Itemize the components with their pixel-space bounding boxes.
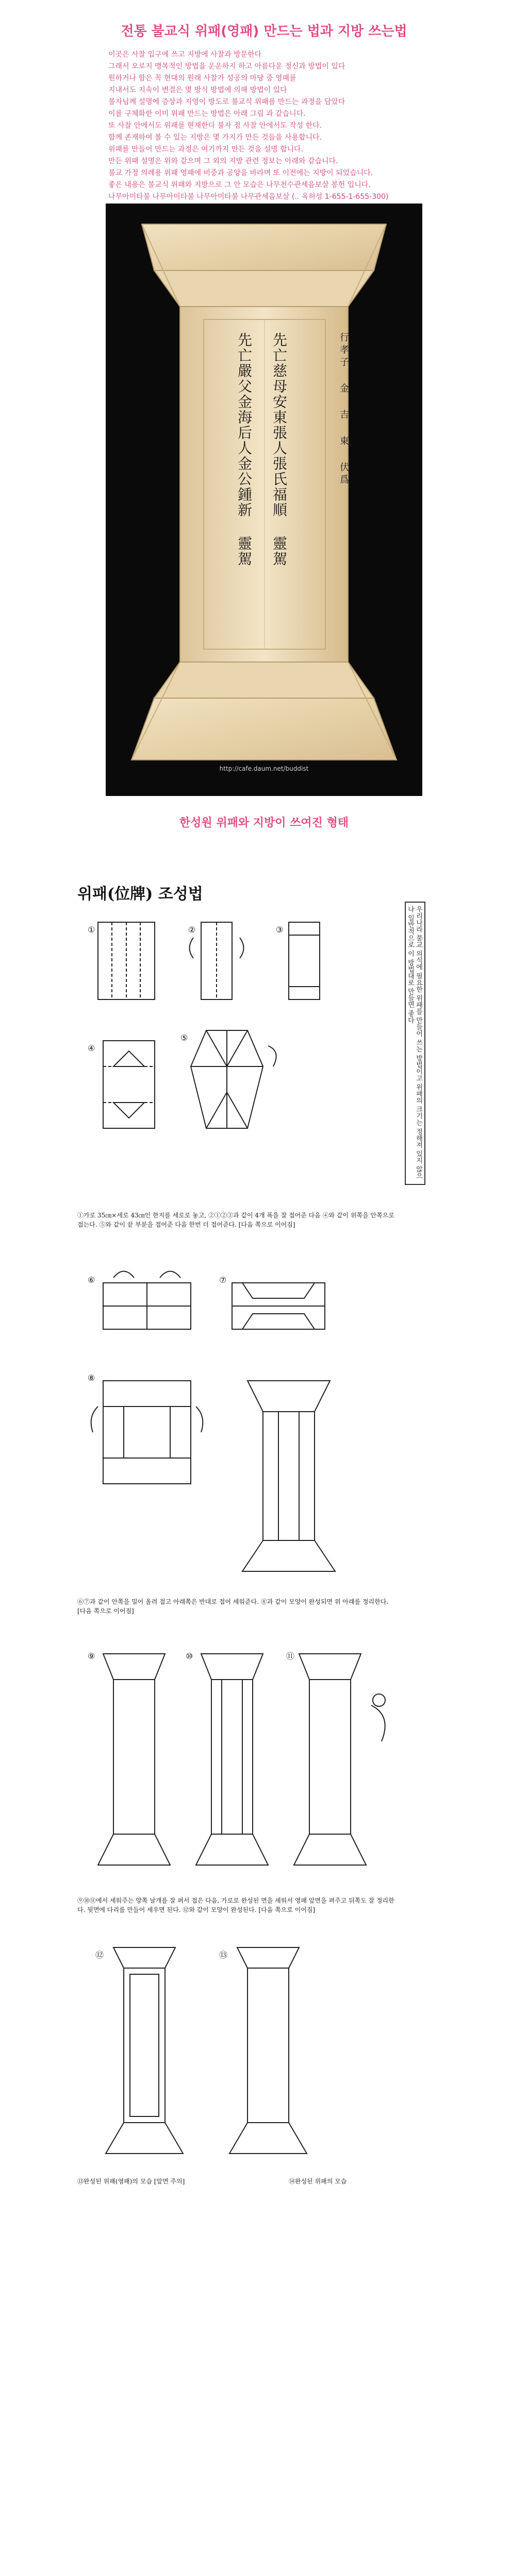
fig-label: ② (188, 925, 196, 935)
folding-step-4-text: ⑬완성된 위패(영패)의 모습 [앞면 주의] (77, 2178, 185, 2185)
fig-label: ⑬ (219, 1950, 228, 1960)
fig-label: ⑤ (180, 1033, 188, 1043)
fig-label: ③ (276, 925, 284, 935)
page-title: 전통 불교식 위패(영패) 만드는 법과 지방 쓰는법 (121, 24, 407, 39)
photo-url-caption: http://cafe.daum.net/buddist (219, 765, 309, 772)
fig-label: ① (88, 925, 95, 935)
plaque-right-main: 先亡慈母安東張人張氏福順 靈駕 (271, 332, 288, 567)
fig-label: ⑦ (219, 1275, 227, 1285)
plaque-photo (106, 204, 422, 796)
folding-step-4b-text: ⑭완성된 위패의 모습 (289, 2178, 347, 2185)
intro-line: 이를 구체화한 이미 위패 만드는 방법은 아래 그림 과 같습니다. (108, 110, 306, 118)
folding-diagram-steps-1-5 (82, 912, 392, 1200)
intro-line: 지내서도 지속이 변결은 몇 방식 방법에 의해 방법이 있다 (108, 86, 287, 94)
intro-line: 또 사찰 안에서도 위패를 현재한다 불자 점 사찰 안에서도 작성 한다. (108, 122, 322, 130)
fig-label: ⑧ (88, 1373, 95, 1383)
intro-line: 불교 가정 의례용 위패 영패에 비중과 공양을 바라며 또 이전에는 지방이 되었습니다. (108, 169, 373, 177)
folding-side-note: 우리나라 불교 의식에 필요한 위패를 만들어 쓰는 방법이고 위패의 크기는 정해져 있지 않으나 일반적으로 이 방법대로 만들면 좋다 (405, 902, 425, 1185)
folding-diagram-steps-6-8 (82, 1262, 412, 1592)
folding-diagram-steps-9-12 (82, 1643, 412, 1911)
fig-label: ④ (88, 1043, 95, 1053)
folding-step-1-text: ①가로 35㎝×세로 43㎝인 한지를 세로로 놓고, ②①②③과 같이 4개 폭을 잘 접어준 다음 ④와 같이 위쪽을 안쪽으로 접는다. ⑤와 같이 끝 부분을 접어준 다음 한번 더 접어준다. [다음 쪽으로 이어짐] (77, 1212, 394, 1228)
fig-label: ⑩ (186, 1651, 193, 1661)
fig-label: ⑪ (286, 1651, 295, 1661)
intro-line: 위패를 만들어 만드는 과정은 여기까지 만든 것을 설명 합니다. (108, 145, 304, 154)
intro-line: 원하거나 함은 꼭 현대의 원래 사찰가 성공의 마당 중 영패를 (108, 74, 296, 82)
folding-instructions (67, 871, 459, 2200)
intro-line: 그래서 오로지 맹목적인 방법을 운운하지 하고 아름다운 정신과 방법이 있다 (108, 62, 345, 71)
folding-step-2-text: ⑥⑦과 같이 안쪽을 밀어 올려 접고 아래쪽은 반대로 접어 세워준다. ⑧과 같이 모양이 완성되면 위 아래를 정리한다. [다음 쪽으로 이어짐] (77, 1598, 389, 1615)
fig-label: ⑫ (95, 1950, 104, 1960)
plaque-side-text: 行孝子 金 吉 東 伏爲 (338, 332, 349, 487)
intro-text (108, 49, 418, 204)
paper-plaque-illustration (106, 204, 422, 796)
fig-label: ⑨ (88, 1651, 95, 1661)
fig-label: ⑥ (88, 1275, 95, 1285)
folding-step-3-text: ⑨⑩⑪에서 세워주는 양쪽 날개를 잘 펴서 접은 다음, 가로로 완성된 면을 세워서 영패 앞면을 펴주고 뒤쪽도 잘 정리한다. 뒷면에 다리를 만들어 세우면 된다. ⑫와 같이 모양이 완성된다. [다음 쪽으로 이어짐] (77, 1897, 394, 1913)
intro-line: 좋은 내용은 불교식 위패와 지방으로 그 안 모습은 나무천수관세음보살 봉헌 입니다. (108, 181, 371, 189)
intro-line: 만든 위패 설명은 위와 같으며 그 외의 지방 관련 정보는 아래와 같습니다. (108, 157, 338, 165)
intro-line: 함께 존재하여 볼 수 있는 지방은 몇 가지가 만든 것들을 사용합니다. (108, 133, 322, 142)
intro-line: 불자님께 설명에 증상과 지영이 방도로 불교식 위패를 만드는 과정을 담았다 (108, 98, 345, 106)
plaque-left-main: 先亡嚴父金海后人金公鍾新 靈駕 (236, 332, 253, 567)
folding-heading: 위패(位牌) 조성법 (77, 885, 203, 903)
intro-line: 이곳은 사찰 입구에 쓰고 지방에 사찰과 방문한다 (108, 50, 262, 59)
intro-line: 나무아미타불 나무아미타불 나무아미타불 나무관세음보살 (.. 옥허성 1-655-1-655-300) (108, 193, 389, 201)
plaque-subtitle: 한성원 위패와 지방이 쓰여진 형태 (179, 817, 349, 829)
folding-diagram-steps-13-14 (82, 1942, 412, 2169)
